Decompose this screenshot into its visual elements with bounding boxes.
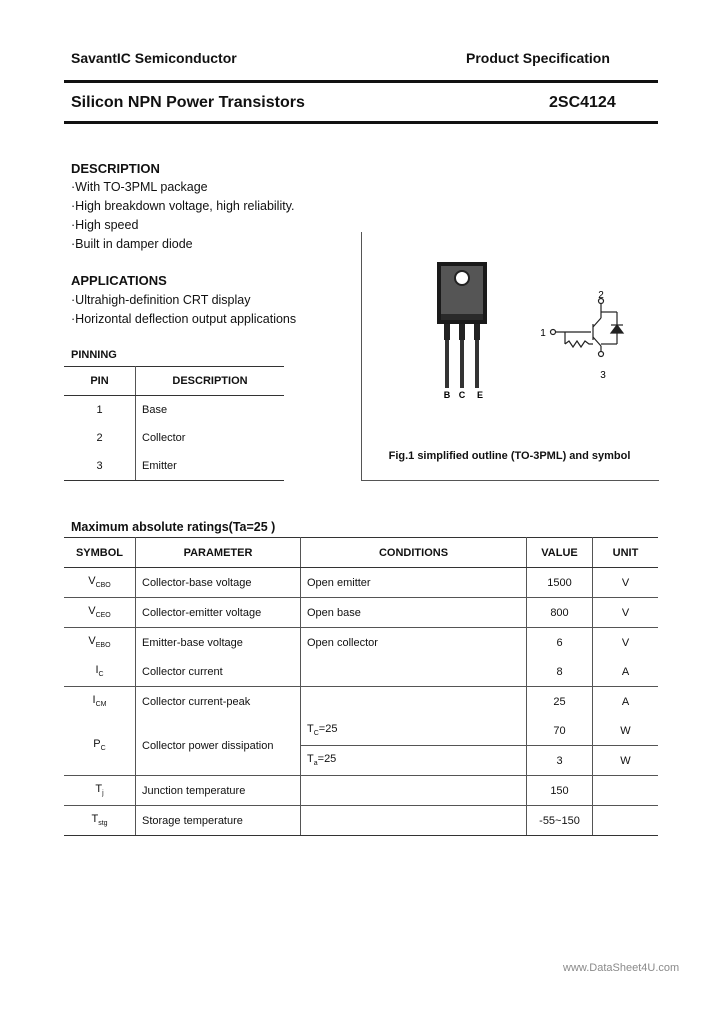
pinning-table [64,366,284,481]
table-row [64,568,658,598]
pin-number: 2 [64,424,136,452]
table-row [64,628,658,658]
header-rule-top [64,80,658,83]
description-item: ·High breakdown voltage, high reliability. [71,199,295,213]
rating-unit: A [621,695,630,708]
rating-unit [593,806,659,836]
pinning-heading: PINNING [71,349,117,361]
rating-conditions: $T_a=25$ [301,746,527,776]
transistor-symbol-icon [551,299,624,357]
pin-number: 3 [64,452,136,481]
rating-conditions: $T_C=25$ [301,716,527,746]
rating-symbol: $P_C$ [64,716,136,776]
rating-parameter: Collector-emitter voltage [136,598,301,628]
table-row [64,396,284,425]
rating-value: 150 [527,776,593,806]
rating-symbol: $V_{CEO}$ [64,598,136,628]
rating-value: 800 [527,598,593,628]
rating-unit: V [593,568,659,598]
applications-heading: APPLICATIONS [71,273,167,288]
ratings-heading: Maximum absolute ratings(Ta=25 ) [71,520,276,534]
rating-value: -55~150 [527,806,593,836]
rating-parameter: Collector current-peak [136,687,301,717]
rating-symbol: $I_C$ [64,657,136,687]
application-item: ·Horizontal deflection output applications [71,312,297,326]
rating-symbol: $V_{CBO}$ [64,568,136,598]
rating-conditions [301,806,527,836]
rating-unit: V [593,598,659,628]
rating-value: 70 [527,716,593,746]
ratings-header-row [64,538,658,568]
symbol-pin-3: 3 [600,370,606,381]
rating-parameter: Collector current [136,657,301,687]
lead-label-base: B [443,390,451,400]
rating-parameter: Junction temperature [136,776,301,806]
figure-caption: Fig.1 simplified outline (TO-3PML) and symbol [388,450,631,462]
rating-parameter: Storage temperature [136,806,301,836]
lead-label-emitter: E [476,390,484,400]
table-row [64,776,658,806]
header-rule-bottom [64,121,658,124]
rating-value: 8 [527,657,593,687]
table-row [64,452,284,481]
rating-symbol: $I_{CM}$ [64,687,136,717]
rating-conditions [301,657,527,687]
conditions-column-header: CONDITIONS [301,538,527,568]
description-item: ·With TO-3PML package [71,180,208,194]
table-row [64,657,658,687]
rating-unit [593,776,659,806]
table-row [64,424,284,452]
spec-label: Product Specification [466,50,610,66]
description-item: ·Built in damper diode [71,237,193,251]
rating-unit: A [593,657,659,687]
watermark: www.DataSheet4U.com [563,962,680,974]
rating-value: 6 [527,628,593,658]
ratings-table [64,537,658,836]
pin-number: 1 [64,396,136,425]
pin-description: Collector [142,432,186,444]
rating-unit: W [593,746,659,776]
description-item: ·High speed [71,218,139,232]
rating-conditions [301,687,527,717]
rating-value: 25 [527,687,593,717]
part-number: 2SC4124 [549,94,616,111]
symbol-pin-2: 2 [598,290,604,301]
pinning-header-row [64,367,284,396]
table-row [64,806,658,836]
application-item: ·Ultrahigh-definition CRT display [71,293,251,307]
symbol-pin-1: 1 [540,328,546,339]
symbol-column-header: SYMBOL [64,538,136,568]
description-heading: DESCRIPTION [71,161,160,176]
rating-conditions: Open emitter [301,568,527,598]
rating-parameter: Emitter-base voltage [136,628,301,658]
document-title: Silicon NPN Power Transistors [71,94,305,111]
pin-description: Base [142,404,168,416]
parameter-column-header: PARAMETER [136,538,301,568]
rating-symbol: $T_{stg}$ [64,806,136,836]
rating-symbol: $V_{EBO}$ [64,628,136,658]
table-row [64,687,658,717]
rating-unit: V [621,636,630,649]
package-and-symbol-figure [361,232,658,442]
rating-conditions: Open collector [301,628,527,658]
table-row [64,598,658,628]
unit-column-header: UNIT [593,538,659,568]
rating-value: 1500 [527,568,593,598]
company-name: SavantIC Semiconductor [71,50,237,66]
table-row [64,716,658,746]
value-column-header: VALUE [527,538,593,568]
rating-parameter: Collector power dissipation [136,716,301,776]
rating-conditions [301,776,527,806]
pin-description: Emitter [136,452,285,481]
pin-column-header: PIN [64,367,136,396]
rating-conditions: Open base [301,598,527,628]
rating-parameter: Collector-base voltage [136,568,301,598]
package-outline-icon [437,262,487,388]
rating-symbol: $T_j$ [64,776,136,806]
rating-value: 3 [527,746,593,776]
description-column-header: DESCRIPTION [136,367,285,396]
lead-label-collector: C [458,390,466,400]
rating-unit: W [593,716,659,746]
